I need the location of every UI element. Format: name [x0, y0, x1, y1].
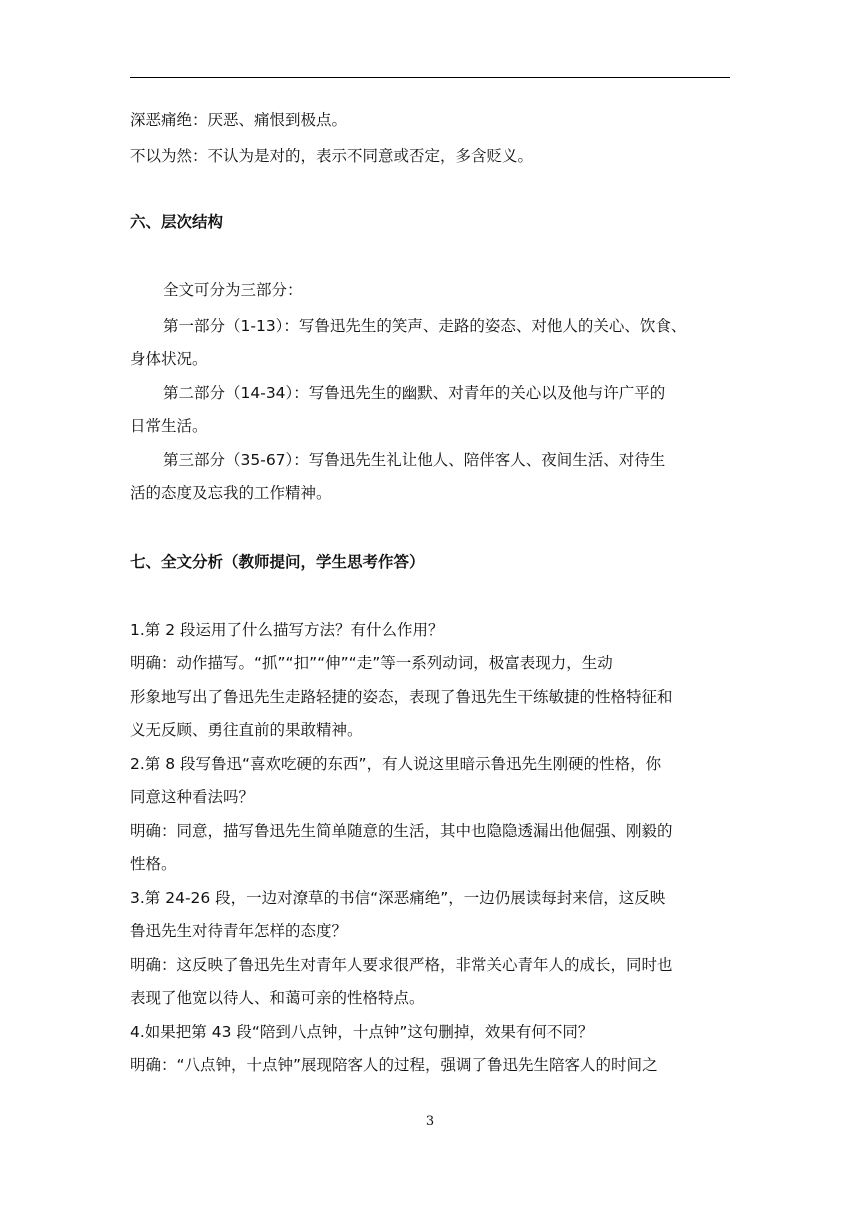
- question-line: 鲁迅先生对待青年怎样的态度？: [130, 922, 348, 940]
- answer-line: 性格。: [130, 855, 177, 873]
- paragraph-line: 第二部分（14-34）：写鲁迅先生的幽默、对青年的关心以及他与许广平的: [163, 384, 666, 402]
- answer-line: 明确：“八点钟，十点钟”展现陪客人的过程，强调了鲁迅先生陪客人的时间之: [130, 1056, 658, 1074]
- paragraph-line: 活的态度及忘我的工作精神。: [130, 484, 332, 502]
- question-line: 4.如果把第 43 段“陪到八点钟，十点钟”这句删掉，效果有何不同？: [130, 1023, 594, 1041]
- definition-line: 深恶痛绝：厌恶、痛恨到极点。: [130, 111, 348, 129]
- answer-line: 明确：这反映了鲁迅先生对青年人要求很严格，非常关心青年人的成长，同时也: [130, 956, 673, 974]
- paragraph-line: 身体状况。: [130, 350, 208, 368]
- paragraph-line: 全文可分为三部分：: [163, 281, 303, 299]
- answer-line: 形象地写出了鲁迅先生走路轻捷的姿态，表现了鲁迅先生干练敏捷的性格特征和: [130, 688, 673, 706]
- section-heading: 七、全文分析（教师提问，学生思考作答）: [130, 553, 425, 571]
- paragraph-line: 日常生活。: [130, 417, 208, 435]
- page-number: 3: [425, 1114, 435, 1129]
- question-line: 3.第 24-26 段，一边对潦草的书信“深恶痛绝”，一边仍展读每封来信，这反映: [130, 889, 666, 907]
- answer-line: 明确：动作描写。“抓”“扣”“伸”“走”等一系列动词，极富表现力，生动: [130, 654, 613, 672]
- header-rule: [130, 77, 730, 78]
- answer-line: 明确：同意，描写鲁迅先生简单随意的生活，其中也隐隐透漏出他倔强、刚毅的: [130, 822, 673, 840]
- definition-line: 不以为然：不认为是对的，表示不同意或否定，多含贬义。: [130, 147, 534, 165]
- question-line: 1.第 2 段运用了什么描写方法？有什么作用？: [130, 621, 444, 639]
- paragraph-line: 第一部分（1-13）：写鲁迅先生的笑声、走路的姿态、对他人的关心、饮食、: [163, 317, 687, 335]
- question-line: 同意这种看法吗？: [130, 788, 255, 806]
- section-heading: 六、层次结构: [130, 213, 224, 231]
- question-line: 2.第 8 段写鲁迅“喜欢吃硬的东西”，有人说这里暗示鲁迅先生刚硬的性格，你: [130, 755, 662, 773]
- paragraph-line: 第三部分（35-67）：写鲁迅先生礼让他人、陪伴客人、夜间生活、对待生: [163, 451, 666, 469]
- answer-line: 义无反顾、勇往直前的果敢精神。: [130, 721, 363, 739]
- answer-line: 表现了他宽以待人、和蔼可亲的性格特点。: [130, 989, 425, 1007]
